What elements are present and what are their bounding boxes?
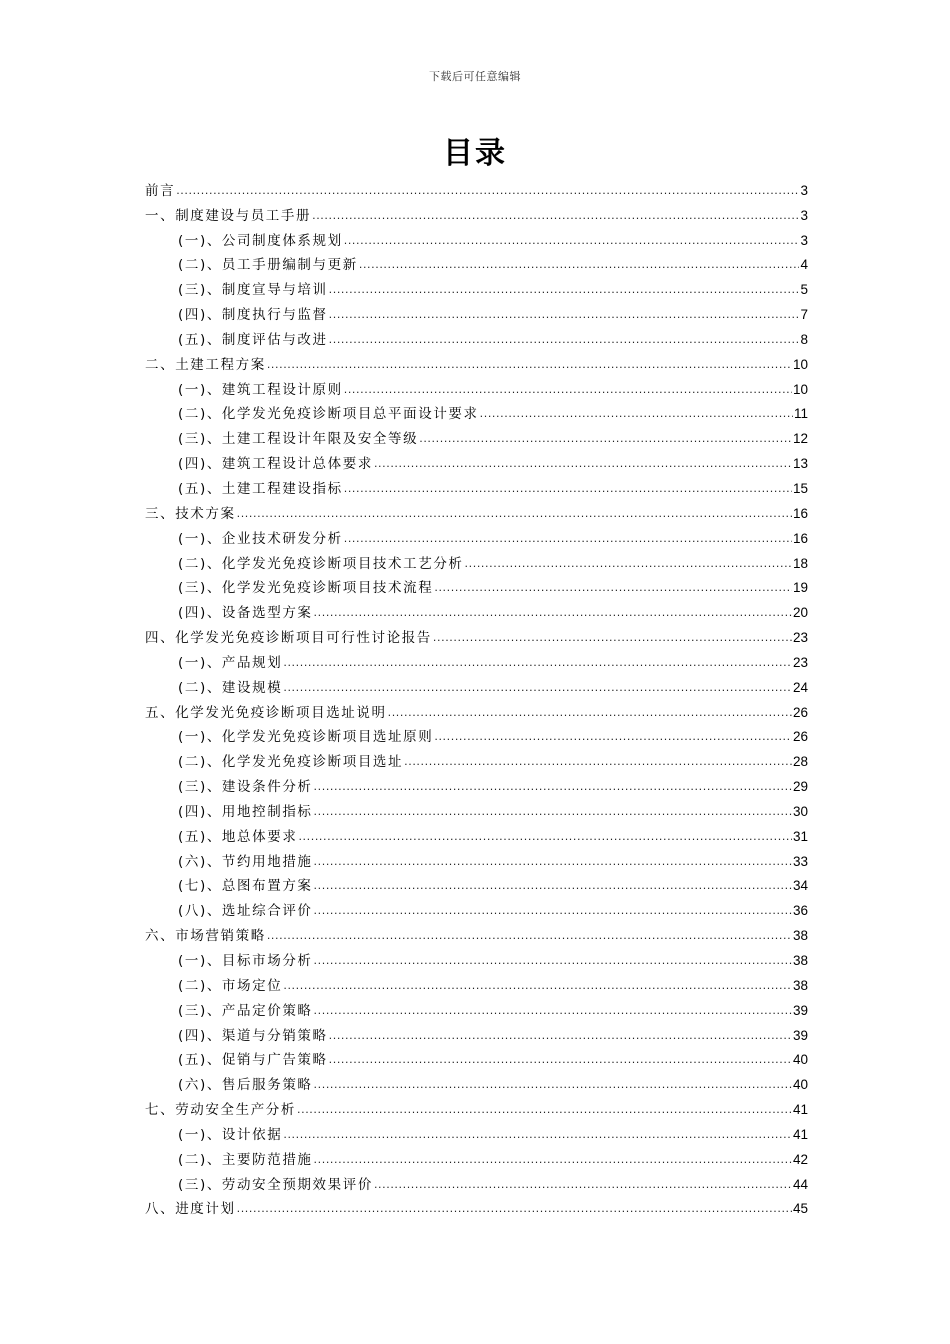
- toc-entry-page-number: 10: [792, 356, 808, 372]
- toc-entry-page-number: 45: [792, 1201, 808, 1217]
- toc-entry-title: (三)、产品定价策略: [178, 1002, 313, 1019]
- toc-entry[interactable]: [145, 920, 808, 945]
- toc-entry-title: (四)、用地控制指标: [178, 803, 313, 820]
- table-of-contents: [145, 175, 808, 1218]
- toc-entry[interactable]: [145, 697, 808, 722]
- toc-entry-page-number: 30: [792, 803, 808, 819]
- toc-entry-page-number: 31: [792, 828, 808, 844]
- toc-entry-page-number: 36: [792, 903, 808, 919]
- toc-entry[interactable]: [145, 871, 808, 896]
- toc-entry-page-number: 26: [792, 704, 808, 720]
- toc-entry-page-number: 23: [792, 654, 808, 670]
- header-note: 下载后可任意编辑: [429, 70, 521, 83]
- toc-dot-leader: [374, 1176, 792, 1194]
- toc-entry[interactable]: [145, 895, 808, 920]
- toc-entry-title: (五)、土建工程建设指标: [178, 480, 343, 497]
- toc-entry[interactable]: [145, 1069, 808, 1094]
- toc-entry[interactable]: [145, 250, 808, 275]
- toc-dot-leader: [312, 207, 799, 225]
- toc-entry-page-number: 3: [800, 232, 808, 248]
- toc-entry-page-number: 5: [800, 282, 808, 298]
- toc-dot-leader: [344, 232, 800, 250]
- toc-entry-page-number: 10: [792, 381, 808, 397]
- toc-entry-page-number: 39: [792, 1002, 808, 1018]
- toc-entry-title: (一)、产品规划: [178, 654, 283, 671]
- toc-entry-title: (一)、公司制度体系规划: [178, 232, 343, 249]
- toc-entry[interactable]: [145, 995, 808, 1020]
- toc-entry-page-number: 23: [792, 630, 808, 646]
- toc-dot-leader: [344, 381, 792, 399]
- toc-entry[interactable]: [145, 771, 808, 796]
- toc-entry-page-number: 29: [792, 779, 808, 795]
- toc-entry-title: 前言: [145, 182, 176, 199]
- toc-entry-title: (二)、建设规模: [178, 679, 283, 696]
- toc-title: 目录: [443, 136, 507, 171]
- toc-dot-leader: [237, 1200, 792, 1218]
- toc-dot-leader: [283, 977, 792, 995]
- toc-entry[interactable]: [145, 796, 808, 821]
- toc-dot-leader: [176, 182, 799, 200]
- toc-entry[interactable]: [145, 448, 808, 473]
- toc-entry[interactable]: [145, 175, 808, 200]
- toc-entry[interactable]: [145, 374, 808, 399]
- toc-entry[interactable]: [145, 1045, 808, 1070]
- toc-entry-title: 五、化学发光免疫诊断项目选址说明: [145, 704, 387, 721]
- toc-entry-title: (三)、化学发光免疫诊断项目技术流程: [178, 580, 434, 597]
- toc-entry-page-number: 38: [792, 953, 808, 968]
- toc-entry-page-number: 16: [792, 505, 808, 521]
- toc-entry-title: 八、进度计划: [145, 1201, 236, 1218]
- toc-entry[interactable]: [145, 523, 808, 548]
- toc-entry-page-number: 20: [792, 605, 808, 621]
- toc-dot-leader: [388, 704, 792, 722]
- toc-dot-leader: [267, 927, 792, 945]
- toc-entry-page-number: 15: [792, 480, 808, 496]
- toc-entry[interactable]: [145, 647, 808, 672]
- toc-dot-leader: [434, 728, 792, 746]
- toc-entry-title: (一)、企业技术研发分析: [178, 530, 343, 547]
- toc-dot-leader: [314, 1002, 792, 1020]
- toc-entry-title: (七)、总图布置方案: [178, 878, 313, 895]
- toc-entry-page-number: 12: [792, 431, 808, 447]
- toc-entry-title: (四)、设备选型方案: [178, 605, 313, 622]
- toc-dot-leader: [314, 853, 792, 871]
- toc-entry-title: (六)、节约用地措施: [178, 853, 313, 870]
- toc-entry-title: 四、化学发光免疫诊断项目可行性讨论报告: [145, 630, 432, 647]
- toc-entry-title: (二)、市场定位: [178, 977, 283, 994]
- toc-entry-page-number: 18: [792, 555, 808, 571]
- toc-entry[interactable]: [145, 722, 808, 747]
- toc-entry[interactable]: [145, 349, 808, 374]
- toc-entry[interactable]: [145, 1020, 808, 1045]
- toc-entry-title: (三)、建设条件分析: [178, 779, 313, 796]
- toc-entry[interactable]: [145, 225, 808, 250]
- toc-entry[interactable]: [145, 324, 808, 349]
- toc-entry-page-number: 19: [792, 580, 808, 596]
- toc-dot-leader: [298, 828, 792, 846]
- toc-entry[interactable]: [145, 299, 808, 324]
- toc-dot-leader: [314, 1076, 792, 1094]
- toc-entry-page-number: 33: [792, 853, 808, 869]
- toc-entry-page-number: 13: [792, 456, 808, 472]
- toc-entry-page-number: 38: [792, 977, 808, 993]
- toc-entry-title: (五)、促销与广告策略: [178, 1052, 328, 1069]
- toc-dot-leader: [419, 430, 792, 448]
- toc-entry-title: (四)、制度执行与监督: [178, 307, 328, 324]
- toc-dot-leader: [344, 480, 792, 498]
- toc-dot-leader: [314, 1151, 792, 1169]
- toc-dot-leader: [329, 331, 800, 349]
- toc-entry-page-number: 41: [792, 1126, 808, 1142]
- toc-dot-leader: [329, 1027, 792, 1045]
- toc-entry[interactable]: [145, 274, 808, 299]
- toc-dot-leader: [480, 405, 793, 423]
- toc-entry[interactable]: [145, 846, 808, 871]
- toc-dot-leader: [267, 356, 792, 374]
- toc-entry-page-number: 28: [792, 754, 808, 770]
- toc-dot-leader: [433, 629, 792, 647]
- toc-entry[interactable]: [145, 423, 808, 448]
- toc-dot-leader: [404, 753, 792, 771]
- toc-dot-leader: [314, 803, 792, 821]
- toc-entry-title: (六)、售后服务策略: [178, 1077, 313, 1094]
- toc-entry-title: (一)、化学发光免疫诊断项目选址原则: [178, 729, 434, 746]
- toc-dot-leader: [283, 679, 792, 697]
- toc-entry[interactable]: [145, 1144, 808, 1169]
- toc-entry-page-number: 41: [792, 1102, 808, 1118]
- toc-entry-title: (二)、主要防范措施: [178, 1151, 313, 1168]
- toc-entry-page-number: 3: [800, 182, 808, 198]
- toc-entry-page-number: 4: [800, 257, 808, 273]
- toc-entry[interactable]: [145, 1119, 808, 1144]
- toc-entry-page-number: 7: [800, 307, 808, 323]
- toc-dot-leader: [237, 505, 792, 523]
- toc-entry-page-number: 42: [792, 1151, 808, 1167]
- toc-entry-title: 一、制度建设与员工手册: [145, 207, 312, 224]
- toc-entry[interactable]: [145, 821, 808, 846]
- toc-dot-leader: [283, 1126, 792, 1144]
- toc-dot-leader: [297, 1101, 792, 1119]
- toc-dot-leader: [314, 877, 792, 895]
- toc-entry[interactable]: [145, 597, 808, 622]
- toc-dot-leader: [434, 579, 792, 597]
- toc-entry[interactable]: [145, 970, 808, 995]
- toc-entry[interactable]: [145, 672, 808, 697]
- toc-dot-leader: [314, 952, 792, 970]
- toc-entry-page-number: 26: [792, 729, 808, 745]
- toc-entry-page-number: 34: [792, 878, 808, 894]
- toc-entry[interactable]: [145, 945, 808, 970]
- toc-entry-page-number: 44: [792, 1176, 808, 1192]
- toc-entry-title: (二)、员工手册编制与更新: [178, 257, 358, 274]
- toc-entry-page-number: 39: [792, 1027, 808, 1043]
- toc-entry[interactable]: [145, 1094, 808, 1119]
- toc-entry-title: (三)、制度宣导与培训: [178, 282, 328, 299]
- toc-dot-leader: [329, 1051, 792, 1069]
- toc-entry-title: (二)、化学发光免疫诊断项目技术工艺分析: [178, 555, 464, 572]
- toc-entry-title: (一)、设计依据: [178, 1126, 283, 1143]
- toc-entry-title: (五)、地总体要求: [178, 828, 298, 845]
- toc-entry[interactable]: [145, 746, 808, 771]
- toc-entry-title: 二、土建工程方案: [145, 356, 266, 373]
- toc-dot-leader: [314, 902, 792, 920]
- toc-entry-page-number: 11: [793, 406, 808, 422]
- toc-entry-page-number: 40: [792, 1052, 808, 1068]
- toc-entry-title: (二)、化学发光免疫诊断项目总平面设计要求: [178, 406, 479, 423]
- toc-entry-title: (四)、渠道与分销策略: [178, 1027, 328, 1044]
- toc-entry-title: (四)、建筑工程设计总体要求: [178, 456, 373, 473]
- toc-entry[interactable]: [145, 200, 808, 225]
- toc-entry-title: (一)、目标市场分析: [178, 953, 313, 969]
- toc-entry[interactable]: [145, 473, 808, 498]
- toc-entry[interactable]: [145, 1194, 808, 1219]
- toc-dot-leader: [283, 654, 792, 672]
- toc-entry-title: (八)、选址综合评价: [178, 903, 313, 920]
- toc-dot-leader: [359, 256, 800, 274]
- toc-entry-page-number: 16: [792, 530, 808, 546]
- toc-entry-page-number: 40: [792, 1077, 808, 1093]
- toc-entry-title: (五)、制度评估与改进: [178, 331, 328, 348]
- toc-entry[interactable]: [145, 573, 808, 598]
- toc-entry-page-number: 8: [800, 331, 808, 347]
- toc-entry[interactable]: [145, 548, 808, 573]
- toc-dot-leader: [329, 306, 800, 324]
- toc-dot-leader: [314, 604, 792, 622]
- toc-dot-leader: [374, 455, 792, 473]
- toc-entry[interactable]: [145, 622, 808, 647]
- toc-entry[interactable]: [145, 1169, 808, 1194]
- toc-entry-page-number: 3: [800, 207, 808, 223]
- toc-entry[interactable]: [145, 498, 808, 523]
- toc-entry[interactable]: [145, 399, 808, 424]
- toc-entry-title: 七、劳动安全生产分析: [145, 1102, 296, 1119]
- toc-entry-title: 六、市场营销策略: [145, 928, 266, 945]
- toc-entry-title: 三、技术方案: [145, 505, 236, 522]
- toc-dot-leader: [329, 281, 800, 299]
- toc-entry-page-number: 24: [792, 679, 808, 695]
- toc-entry-title: (一)、建筑工程设计原则: [178, 381, 343, 398]
- toc-entry-title: (二)、化学发光免疫诊断项目选址: [178, 754, 404, 771]
- toc-dot-leader: [344, 530, 792, 548]
- toc-entry-title: (三)、劳动安全预期效果评价: [178, 1176, 373, 1193]
- toc-entry-page-number: 38: [792, 928, 808, 944]
- toc-entry-title: (三)、土建工程设计年限及安全等级: [178, 431, 419, 448]
- toc-dot-leader: [465, 555, 792, 573]
- toc-dot-leader: [314, 778, 792, 796]
